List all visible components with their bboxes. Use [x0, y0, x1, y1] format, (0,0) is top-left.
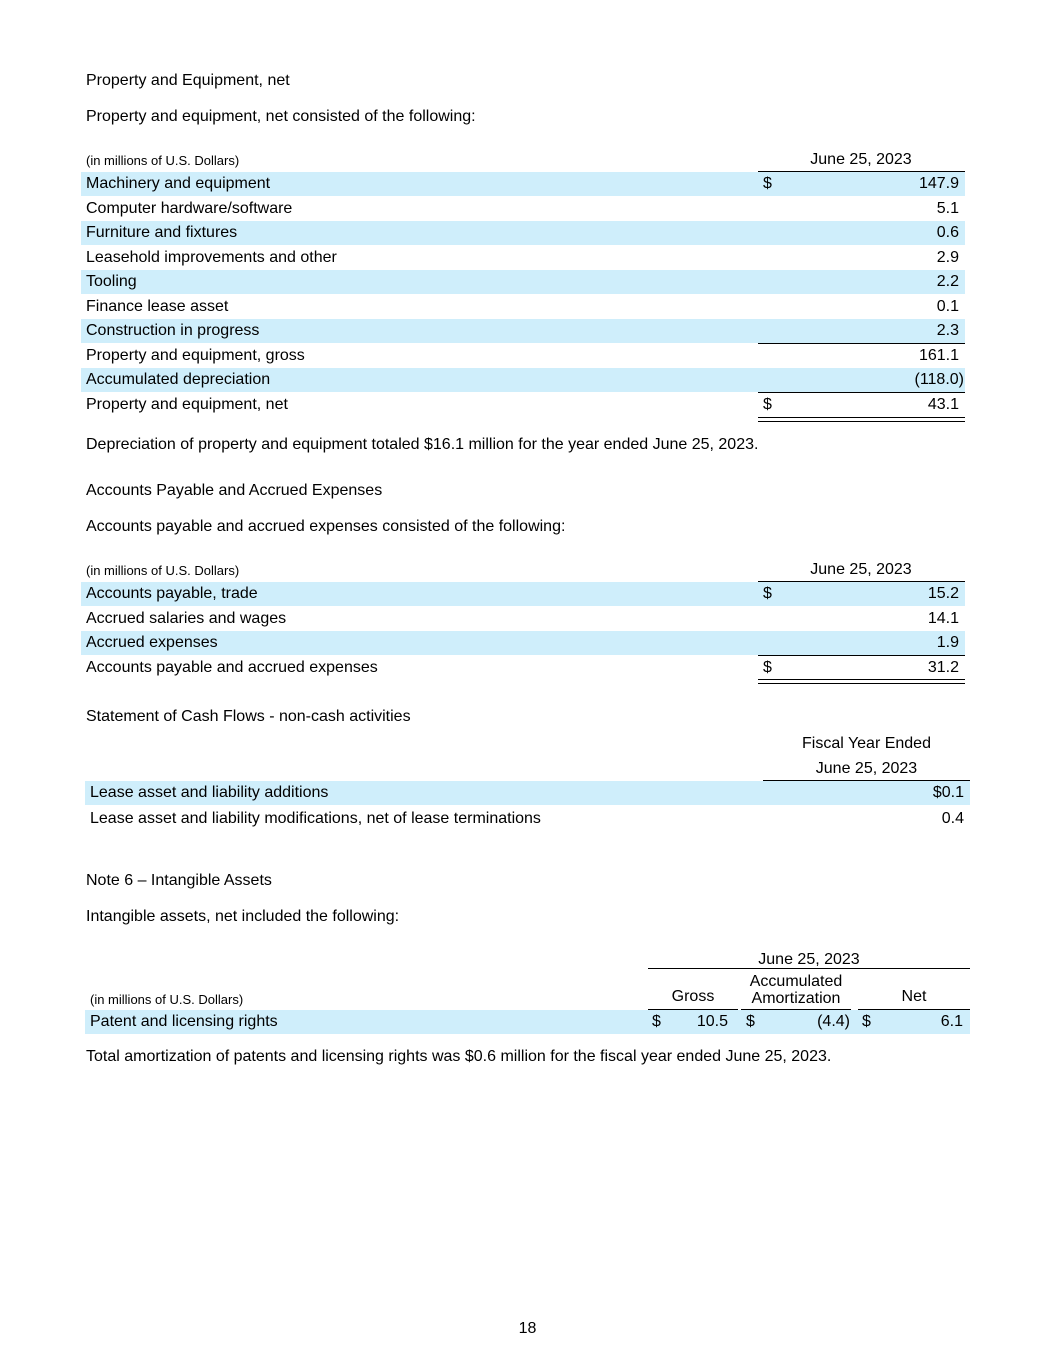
pe-intro: Property and equipment, net consisted of the following:: [86, 108, 476, 125]
accum-dollar: $: [746, 1013, 755, 1030]
row-label: Accounts payable and accrued expenses: [86, 659, 378, 676]
table-row: [81, 631, 965, 655]
row-label: Lease asset and liability modifications, net of lease terminations: [90, 810, 541, 827]
table-row: [81, 172, 965, 196]
accum-value: (4.4): [817, 1013, 850, 1030]
total-double-rule: [758, 417, 965, 422]
row-label: Lease asset and liability additions: [90, 784, 329, 801]
net-value: 6.1: [940, 1013, 963, 1030]
row-label: Patent and licensing rights: [90, 1013, 278, 1030]
row-label: Leasehold improvements and other: [86, 249, 337, 266]
row-label: Accumulated depreciation: [86, 371, 271, 388]
row-value: 15.2: [927, 585, 959, 602]
ia-col-accum-1: Accumulated: [749, 973, 843, 990]
total-double-rule: [758, 679, 965, 684]
row-label: Property and equipment, gross: [86, 347, 305, 364]
gross-value: 10.5: [696, 1013, 728, 1030]
table-row: [81, 295, 965, 319]
ia-col-net: Net: [901, 988, 927, 1005]
page-number: 18: [518, 1320, 537, 1337]
ia-heading: Note 6 – Intangible Assets: [86, 872, 272, 889]
ia-date-header: June 25, 2023: [758, 951, 860, 968]
table-row: [81, 393, 965, 417]
pe-units: (in millions of U.S. Dollars): [86, 153, 240, 168]
row-value: $0.1: [932, 784, 964, 801]
ia-intro: Intangible assets, net included the following:: [86, 908, 400, 925]
table-row: [81, 221, 965, 245]
row-value: (118.0): [914, 371, 964, 388]
pe-date-header: June 25, 2023: [810, 151, 912, 168]
row-label: Machinery and equipment: [86, 175, 271, 192]
row-label: Tooling: [86, 273, 137, 290]
table-row: [81, 246, 965, 270]
table-row: [81, 319, 965, 343]
row-dollar: $: [763, 659, 772, 676]
row-label: Accrued salaries and wages: [86, 610, 287, 627]
table-row: [81, 344, 965, 368]
row-label: Furniture and fixtures: [86, 224, 238, 241]
ap-date-header: June 25, 2023: [810, 561, 912, 578]
row-value: 0.6: [936, 224, 959, 241]
cf-header-line2: June 25, 2023: [815, 760, 918, 777]
ap-heading: Accounts Payable and Accrued Expenses: [86, 482, 383, 499]
row-label: Finance lease asset: [86, 298, 229, 315]
row-label: Property and equipment, net: [86, 396, 288, 413]
row-label: Construction in progress: [86, 322, 260, 339]
ap-units: (in millions of U.S. Dollars): [86, 563, 240, 578]
row-dollar: $: [763, 585, 772, 602]
row-value: 2.3: [936, 322, 959, 339]
table-row: [85, 781, 970, 805]
ia-col-gross: Gross: [671, 988, 715, 1005]
table-row: [85, 807, 970, 831]
row-dollar: $: [763, 396, 772, 413]
row-value: 1.9: [936, 634, 959, 651]
row-value: 5.1: [936, 200, 959, 217]
table-row: [81, 656, 965, 680]
ap-intro: Accounts payable and accrued expenses consisted of the following:: [86, 518, 566, 535]
ia-col-accum-2: Amortization: [751, 990, 841, 1007]
table-row: [81, 270, 965, 294]
table-row: [81, 582, 965, 606]
ia-units: (in millions of U.S. Dollars): [90, 992, 244, 1007]
row-value: 147.9: [918, 175, 959, 192]
pe-heading: Property and Equipment, net: [86, 72, 290, 89]
row-value: 0.4: [941, 810, 964, 827]
net-dollar: $: [862, 1013, 871, 1030]
ia-footnote: Total amortization of patents and licensing rights was $0.6 million for the fiscal year ended June 25, 2023.: [86, 1048, 832, 1065]
table-row: [85, 1010, 970, 1034]
row-label: Computer hardware/software: [86, 200, 293, 217]
row-value: 161.1: [918, 347, 959, 364]
cf-header-line1: Fiscal Year Ended: [802, 735, 931, 752]
ia-date-rule: [648, 968, 970, 969]
row-value: 14.1: [927, 610, 959, 627]
pe-footnote: Depreciation of property and equipment totaled $16.1 million for the year ended June 25, 2023.: [86, 436, 759, 453]
row-label: Accounts payable, trade: [86, 585, 258, 602]
row-value: 2.9: [936, 249, 959, 266]
row-label: Accrued expenses: [86, 634, 218, 651]
row-value: 0.1: [936, 298, 959, 315]
row-dollar: $: [763, 175, 772, 192]
row-value: 2.2: [936, 273, 959, 290]
table-row: [81, 197, 965, 221]
gross-dollar: $: [652, 1013, 661, 1030]
table-row: [81, 368, 965, 392]
cf-heading: Statement of Cash Flows - non-cash activities: [86, 708, 411, 725]
row-value: 31.2: [927, 659, 959, 676]
table-row: [81, 607, 965, 631]
row-value: 43.1: [927, 396, 959, 413]
